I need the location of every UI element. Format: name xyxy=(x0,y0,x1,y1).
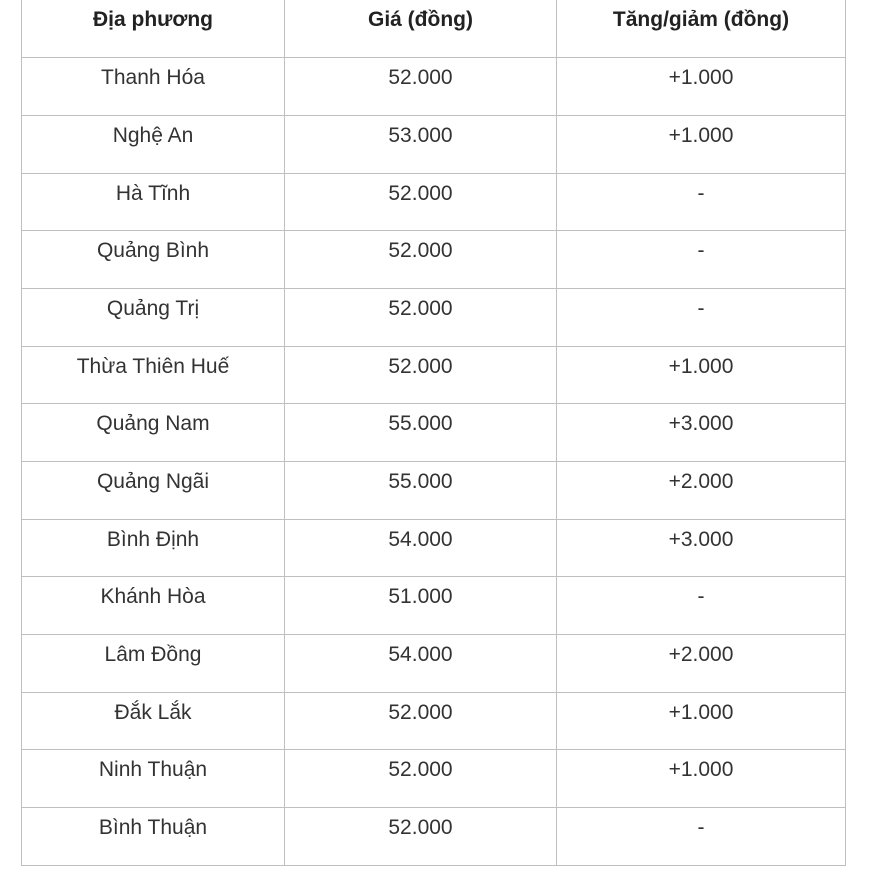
cell-change: +1.000 xyxy=(557,692,846,750)
header-price: Giá (đồng) xyxy=(285,0,557,58)
cell-location: Thừa Thiên Huế xyxy=(22,346,285,404)
cell-price: 52.000 xyxy=(285,346,557,404)
cell-price: 52.000 xyxy=(285,692,557,750)
cell-price: 54.000 xyxy=(285,519,557,577)
header-change: Tăng/giảm (đồng) xyxy=(557,0,846,58)
cell-change: - xyxy=(557,231,846,289)
cell-change: - xyxy=(557,288,846,346)
cell-location: Hà Tĩnh xyxy=(22,173,285,231)
cell-price: 55.000 xyxy=(285,462,557,520)
cell-price: 52.000 xyxy=(285,231,557,289)
cell-location: Khánh Hòa xyxy=(22,577,285,635)
cell-price: 52.000 xyxy=(285,173,557,231)
cell-price: 52.000 xyxy=(285,58,557,116)
table-row xyxy=(22,577,846,635)
cell-location: Ninh Thuận xyxy=(22,750,285,808)
cell-price: 53.000 xyxy=(285,115,557,173)
cell-price: 51.000 xyxy=(285,577,557,635)
table-header xyxy=(22,0,846,58)
cell-change: +2.000 xyxy=(557,462,846,520)
cell-price: 54.000 xyxy=(285,635,557,693)
cell-change: +1.000 xyxy=(557,115,846,173)
cell-change: +3.000 xyxy=(557,404,846,462)
table-row xyxy=(22,288,846,346)
table-row xyxy=(22,231,846,289)
table-row xyxy=(22,692,846,750)
table-row xyxy=(22,173,846,231)
cell-location: Thanh Hóa xyxy=(22,58,285,116)
cell-location: Lâm Đồng xyxy=(22,635,285,693)
table-row xyxy=(22,750,846,808)
table-row xyxy=(22,462,846,520)
cell-location: Bình Định xyxy=(22,519,285,577)
table-row xyxy=(22,404,846,462)
cell-change: +1.000 xyxy=(557,750,846,808)
cell-location: Đắk Lắk xyxy=(22,692,285,750)
header-row xyxy=(22,0,846,58)
cell-price: 52.000 xyxy=(285,808,557,866)
cell-change: - xyxy=(557,577,846,635)
cell-change: +3.000 xyxy=(557,519,846,577)
cell-price: 52.000 xyxy=(285,750,557,808)
table-row xyxy=(22,635,846,693)
cell-change: - xyxy=(557,173,846,231)
cell-price: 55.000 xyxy=(285,404,557,462)
table-row xyxy=(22,115,846,173)
cell-location: Quảng Nam xyxy=(22,404,285,462)
cell-location: Nghệ An xyxy=(22,115,285,173)
cell-change: +2.000 xyxy=(557,635,846,693)
table-row xyxy=(22,808,846,866)
cell-change: - xyxy=(557,808,846,866)
cell-location: Quảng Ngãi xyxy=(22,462,285,520)
cell-change: +1.000 xyxy=(557,346,846,404)
table-row xyxy=(22,346,846,404)
cell-change: +1.000 xyxy=(557,58,846,116)
cell-location: Quảng Trị xyxy=(22,288,285,346)
cell-location: Quảng Bình xyxy=(22,231,285,289)
cell-price: 52.000 xyxy=(285,288,557,346)
price-table xyxy=(21,0,846,866)
cell-location: Bình Thuận xyxy=(22,808,285,866)
table-row xyxy=(22,58,846,116)
table-body xyxy=(22,58,846,866)
header-location: Địa phương xyxy=(22,0,285,58)
table-row xyxy=(22,519,846,577)
